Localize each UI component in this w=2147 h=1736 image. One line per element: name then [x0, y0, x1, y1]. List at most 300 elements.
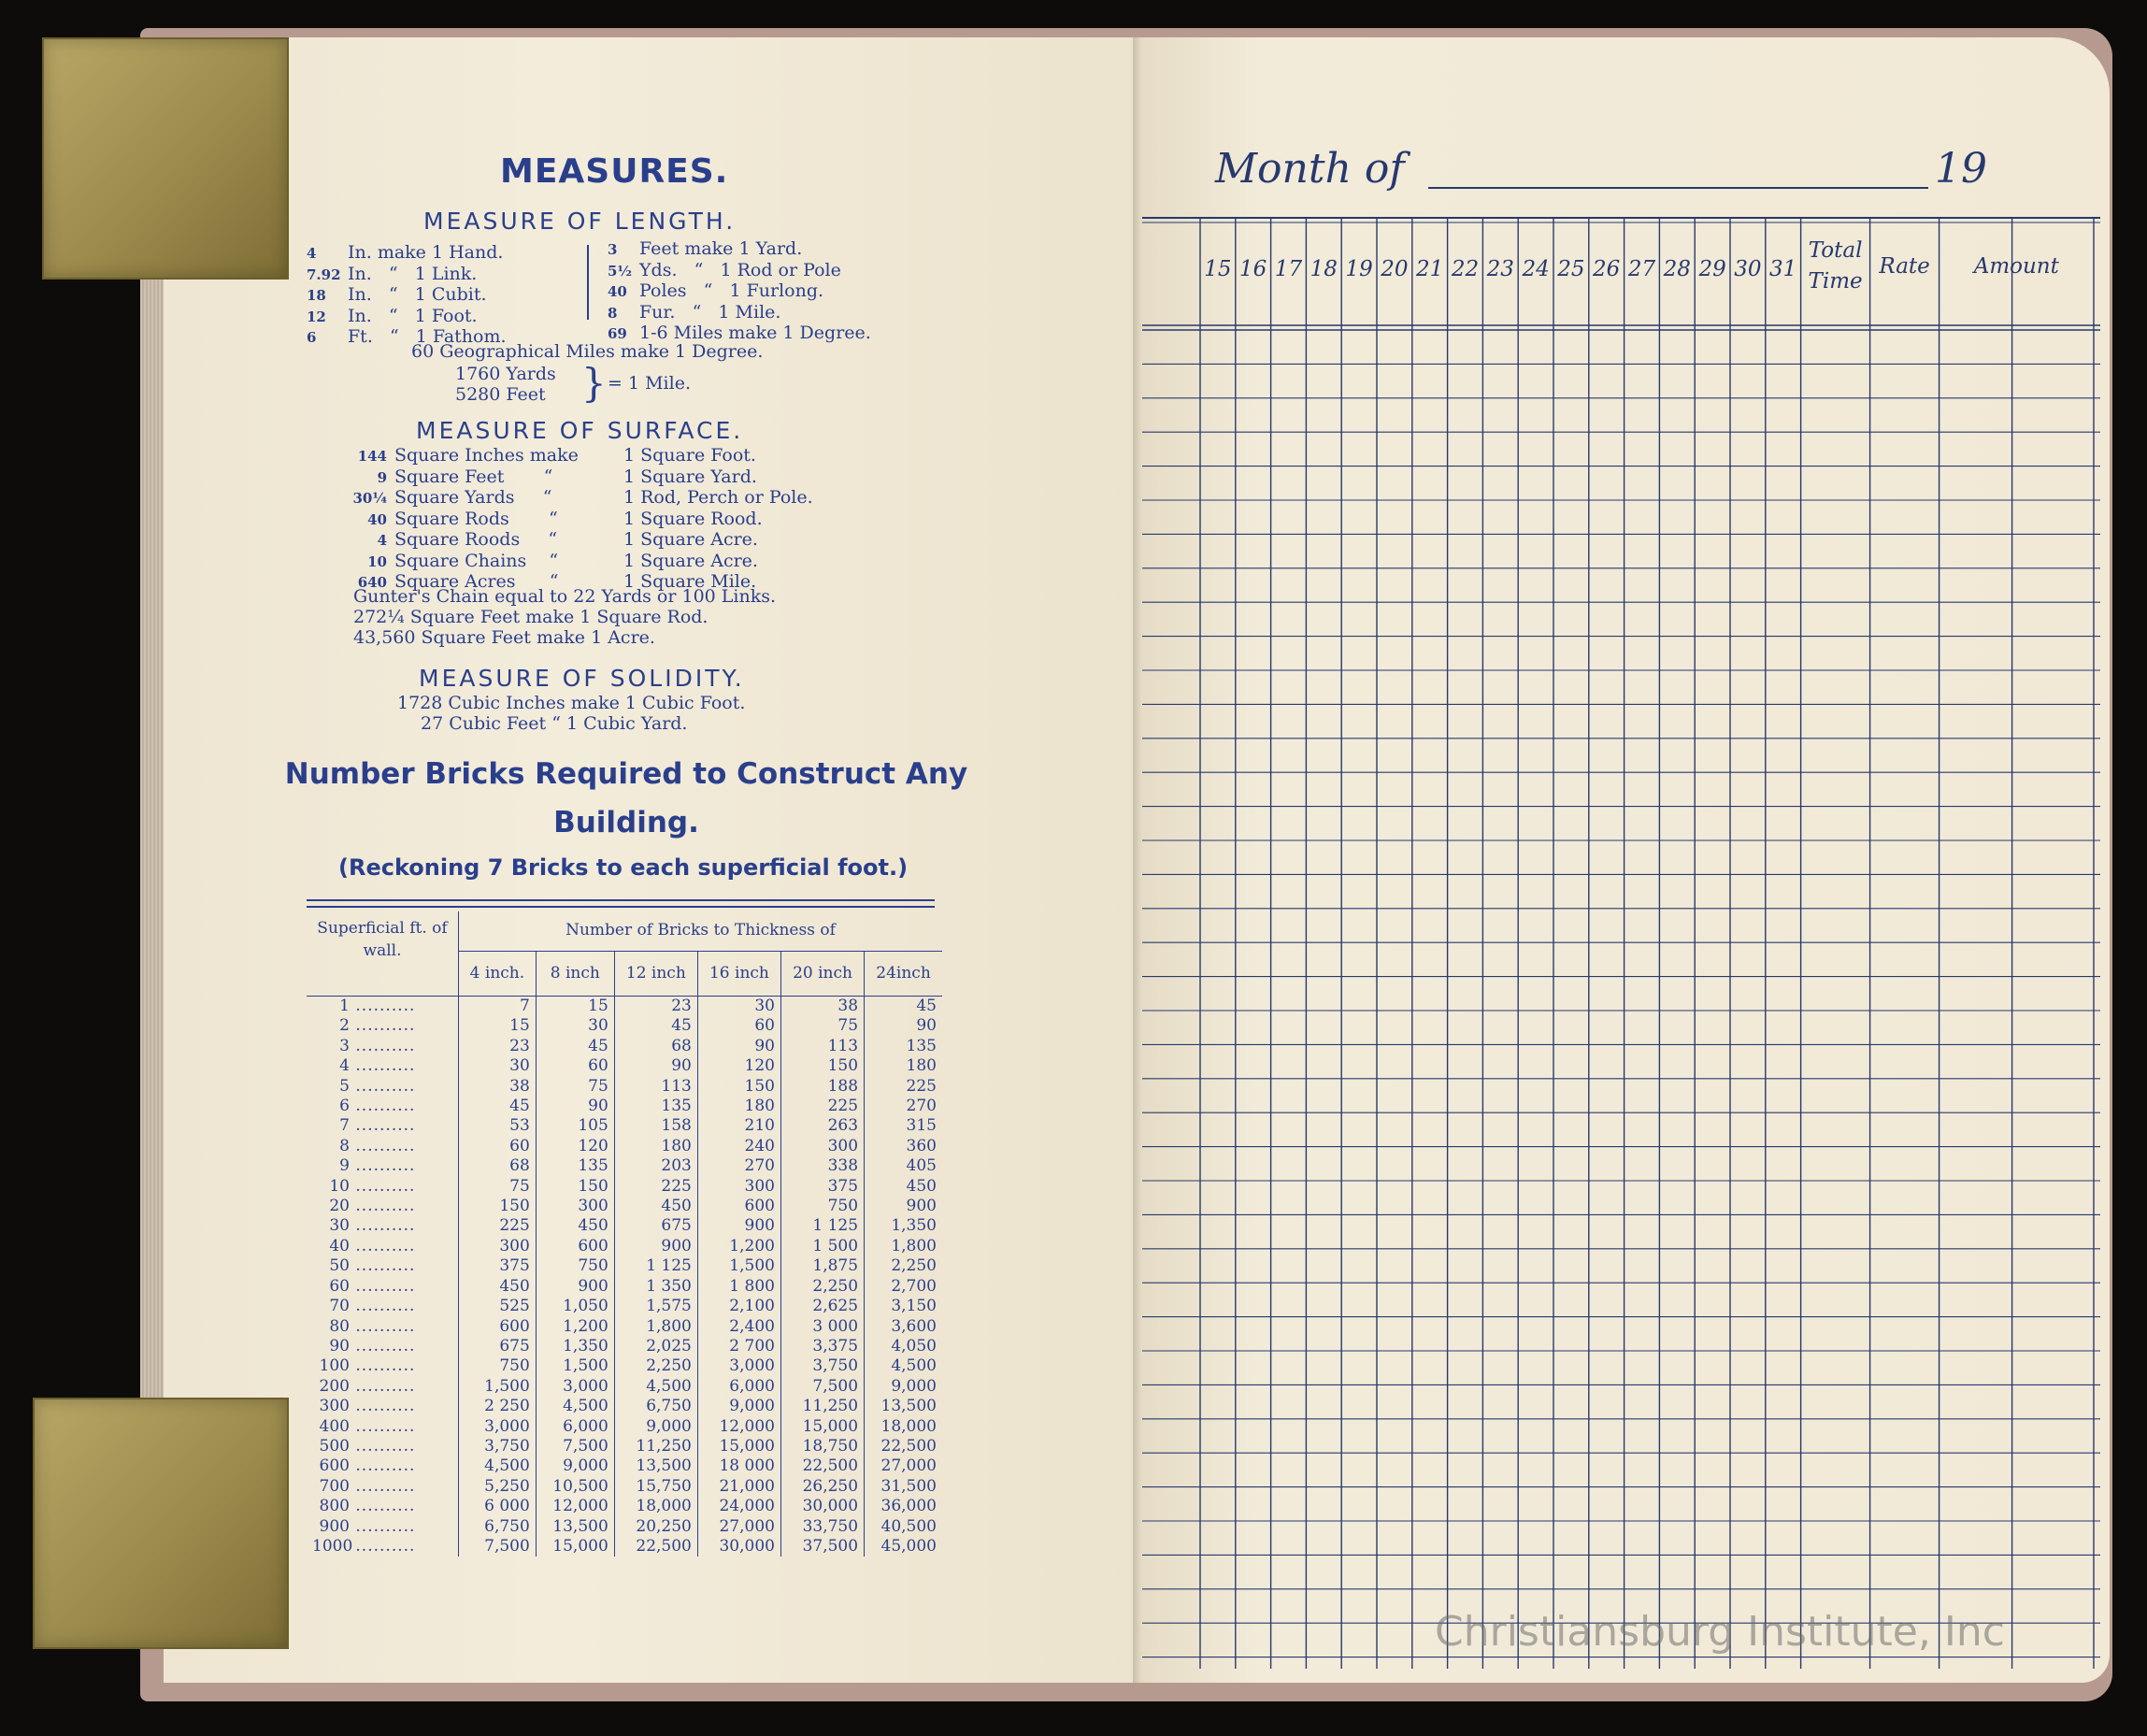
table-cell: 300 [536, 1197, 614, 1216]
table-cell: 338 [780, 1156, 864, 1176]
length-text: Poles “ 1 Furlong. [639, 280, 824, 301]
table-cell: 1,200 [697, 1237, 780, 1256]
table-cell: 30 [459, 1056, 537, 1076]
cubic-foot-line: 1728 Cubic Inches make 1 Cubic Foot. [397, 693, 746, 713]
table-cell: 4,500 [614, 1377, 697, 1397]
row-label [307, 1216, 459, 1236]
table-cell: 750 [536, 1256, 614, 1276]
row-label [307, 1337, 459, 1356]
table-cell: 1,575 [614, 1297, 697, 1316]
table-cell: 3,000 [697, 1356, 780, 1376]
leader-dots: .......... [350, 1016, 416, 1036]
length-value: 69 [608, 325, 627, 342]
length-row [307, 307, 507, 328]
table-row [307, 1456, 942, 1476]
table-cell: 3,750 [459, 1437, 537, 1456]
table-cell: 180 [614, 1137, 697, 1156]
table-cell: 18,000 [865, 1417, 942, 1437]
table-cell: 6,000 [536, 1417, 614, 1437]
table-row [307, 1237, 942, 1256]
table-cell: 1,875 [780, 1256, 864, 1276]
table-cell: 3,000 [459, 1417, 537, 1437]
table-cell: 600 [459, 1317, 537, 1337]
leader-dots: .......... [350, 1336, 416, 1356]
table-cell: 750 [459, 1356, 537, 1376]
length-value: 8 [608, 304, 618, 322]
surface-unit: Square Yards “ [394, 487, 552, 508]
table-cell: 1,350 [865, 1216, 942, 1236]
length-text: In. make 1 Hand. [348, 242, 504, 263]
table-cell: 113 [780, 1037, 864, 1056]
month-label: Month of [1215, 145, 1405, 193]
table-cell: 113 [614, 1077, 697, 1097]
table-row [307, 1116, 942, 1136]
table-cell: 2,625 [780, 1297, 864, 1316]
table-top-rule [307, 899, 935, 908]
table-cell: 270 [865, 1097, 942, 1116]
table-cell: 188 [780, 1077, 864, 1097]
row-label [307, 1056, 459, 1076]
table-row [307, 1537, 942, 1557]
row-label-value: 3 [339, 1036, 350, 1055]
table-cell: 45 [865, 997, 942, 1017]
leader-dots: .......... [350, 1116, 416, 1136]
table-cell: 60 [536, 1056, 614, 1076]
table-cell: 6,000 [697, 1377, 780, 1397]
length-row [608, 281, 871, 303]
table-cell: 3,750 [780, 1356, 864, 1376]
table-row [307, 1197, 942, 1216]
bricks-table [307, 911, 942, 1557]
leader-dots: .......... [350, 1076, 416, 1096]
reckoning-note: (Reckoning 7 Bricks to each superficial foot.) [338, 854, 909, 881]
row-label [307, 1237, 459, 1256]
table-cell: 900 [865, 1197, 942, 1216]
table-cell: 2 700 [697, 1337, 780, 1356]
solidity-heading: MEASURE OF SOLIDITY. [419, 665, 745, 692]
table-cell: 11,250 [780, 1397, 864, 1416]
table-cell: 1,350 [536, 1337, 614, 1356]
length-text: 1-6 Miles make 1 Degree. [639, 323, 871, 343]
length-row [307, 265, 507, 286]
row-label [307, 1116, 459, 1136]
table-cell: 36,000 [865, 1497, 942, 1516]
table-cell: 2,400 [697, 1317, 780, 1337]
day-column-header: 22 [1451, 257, 1480, 281]
table-cell: 375 [459, 1256, 537, 1276]
day-column-header: 26 [1593, 257, 1621, 281]
day-column-header: 25 [1557, 257, 1585, 281]
length-text: In. “ 1 Cubit. [348, 284, 487, 305]
table-row [307, 1056, 942, 1076]
surface-value: 40 [367, 510, 387, 528]
row-label-value: 90 [329, 1336, 350, 1356]
surface-heading: MEASURE OF SURFACE. [416, 417, 744, 444]
table-cell: 22,500 [865, 1437, 942, 1456]
surface-result: 1 Rod, Perch or Pole. [623, 487, 813, 508]
col-header: 8 inch [536, 952, 614, 997]
table-cell: 75 [459, 1177, 537, 1197]
table-cell: 7 [459, 997, 537, 1017]
table-cell: 18 000 [697, 1456, 780, 1476]
length-right-list [608, 239, 871, 345]
surface-result: 1 Square Acre. [623, 550, 758, 571]
day-column-header: 23 [1486, 257, 1514, 281]
table-cell: 45 [459, 1097, 537, 1116]
table-row [307, 1356, 942, 1376]
row-label-value: 200 [319, 1376, 350, 1396]
day-column-header: 21 [1416, 257, 1444, 281]
top-brass-clip [42, 37, 289, 280]
table-cell: 13,500 [614, 1456, 697, 1476]
table-cell: 6,750 [459, 1517, 537, 1537]
table-cell: 1,800 [614, 1317, 697, 1337]
table-cell: 105 [536, 1116, 614, 1136]
row-label-value: 50 [329, 1256, 350, 1276]
surface-row [348, 488, 813, 509]
leader-dots: .......... [350, 1536, 416, 1556]
day-column-header: 16 [1239, 257, 1267, 281]
row-label-value: 800 [319, 1497, 350, 1516]
geo-miles-line: 60 Geographical Miles make 1 Degree. [411, 341, 764, 362]
row-label-value: 2 [339, 1016, 350, 1036]
table-cell: 150 [697, 1077, 780, 1097]
table-cell: 6 000 [459, 1497, 537, 1516]
table-row [307, 1137, 942, 1156]
table-cell: 1,500 [536, 1356, 614, 1376]
table-cell: 1 125 [614, 1256, 697, 1276]
row-label-value: 10 [329, 1176, 350, 1196]
table-row [307, 997, 942, 1017]
row-label-value: 7 [339, 1116, 350, 1136]
table-row [307, 1097, 942, 1116]
surface-result: 1 Square Foot. [623, 445, 756, 466]
surface-row [348, 467, 813, 489]
length-row [608, 239, 871, 261]
surface-row [348, 446, 813, 467]
surface-result: 1 Square Yard. [623, 466, 757, 487]
leader-dots: .......... [350, 1136, 416, 1155]
bricks-title [280, 750, 972, 847]
row-label-value: 70 [329, 1297, 350, 1316]
table-cell: 1,200 [536, 1317, 614, 1337]
table-cell: 26,250 [780, 1477, 864, 1497]
watermark: Christiansburg Institute, Inc [1435, 1608, 2005, 1656]
month-blank-line[interactable] [1428, 187, 1928, 189]
leader-dots: .......... [350, 1197, 416, 1216]
table-cell: 6,750 [614, 1397, 697, 1416]
row-label [307, 1537, 459, 1557]
table-row [307, 1256, 942, 1276]
table-cell: 68 [459, 1156, 537, 1176]
amount-header: Amount [1973, 254, 2059, 279]
table-cell: 675 [614, 1216, 697, 1236]
mile-equals: = 1 Mile. [608, 373, 691, 394]
row-label-value: 6 [339, 1097, 350, 1116]
table-cell: 68 [614, 1037, 697, 1056]
table-cell: 75 [536, 1077, 614, 1097]
row-label [307, 997, 459, 1017]
length-text: In. “ 1 Link. [348, 263, 478, 284]
table-cell: 37,500 [780, 1537, 864, 1557]
acre-line: 43,560 Square Feet make 1 Acre. [353, 627, 655, 648]
table-cell: 22,500 [780, 1456, 864, 1476]
leader-dots: .......... [350, 1436, 416, 1456]
table-cell: 300 [459, 1237, 537, 1256]
table-cell: 27,000 [697, 1517, 780, 1537]
table-cell: 1,050 [536, 1297, 614, 1316]
table-cell: 30,000 [780, 1497, 864, 1516]
row-label-value: 20 [329, 1197, 350, 1216]
table-cell: 23 [614, 997, 697, 1017]
length-row [307, 243, 507, 265]
table-cell: 30,000 [697, 1537, 780, 1557]
day-column-header: 29 [1698, 257, 1726, 281]
row-label-value: 1000 [312, 1536, 353, 1556]
table-cell: 22,500 [614, 1537, 697, 1557]
table-cell: 225 [459, 1216, 537, 1236]
table-cell: 450 [614, 1197, 697, 1216]
table-cell: 158 [614, 1116, 697, 1136]
day-column-header: 27 [1627, 257, 1656, 281]
table-cell: 3,000 [536, 1377, 614, 1397]
table-cell: 120 [697, 1056, 780, 1076]
row-label [307, 1297, 459, 1316]
day-column-header: 20 [1381, 257, 1409, 281]
ledger-grid[interactable] [1142, 215, 2100, 1669]
table-cell: 210 [697, 1116, 780, 1136]
table-cell: 7,500 [536, 1437, 614, 1456]
table-cell: 750 [780, 1197, 864, 1216]
length-divider [587, 245, 589, 320]
table-cell: 150 [780, 1056, 864, 1076]
surface-unit: Square Chains “ [394, 550, 559, 571]
length-text: In. “ 1 Foot. [348, 305, 478, 326]
table-row [307, 1497, 942, 1516]
table-cell: 300 [697, 1177, 780, 1197]
time-header: Time [1808, 269, 1863, 294]
bricks-title-line2: Building. [553, 806, 699, 839]
table-cell: 11,250 [614, 1437, 697, 1456]
day-column-header: 24 [1522, 257, 1550, 281]
table-cell: 23 [459, 1037, 537, 1056]
table-cell: 450 [865, 1177, 942, 1197]
table-cell: 30 [697, 997, 780, 1017]
table-cell: 90 [697, 1037, 780, 1056]
row-label-value: 4 [339, 1056, 350, 1076]
table-cell: 3,600 [865, 1317, 942, 1337]
table-row [307, 1037, 942, 1056]
rate-header: Rate [1879, 254, 1930, 279]
table-cell: 15,000 [536, 1537, 614, 1557]
table-cell: 75 [780, 1016, 864, 1036]
table-cell: 9,000 [697, 1397, 780, 1416]
table-cell: 180 [697, 1097, 780, 1116]
table-cell: 225 [614, 1177, 697, 1197]
length-text: Yds. “ 1 Rod or Pole [639, 259, 841, 280]
leader-dots: .......... [350, 1476, 416, 1496]
table-cell: 7,500 [459, 1537, 537, 1557]
surface-result: 1 Square Rood. [623, 508, 763, 529]
day-column-header: 18 [1310, 257, 1338, 281]
leader-dots: .......... [350, 1156, 416, 1176]
table-row [307, 1437, 942, 1456]
table-cell: 525 [459, 1297, 537, 1316]
length-value: 6 [307, 329, 317, 346]
table-cell: 1 500 [780, 1237, 864, 1256]
table-row [307, 1077, 942, 1097]
leader-dots: .......... [350, 997, 416, 1015]
leader-dots: .......... [350, 1256, 416, 1276]
length-value: 40 [608, 283, 627, 300]
table-cell: 1 800 [697, 1277, 780, 1297]
gunter-line: Gunter's Chain equal to 22 Yards or 100 Links. [353, 586, 777, 607]
length-value: 5½ [608, 262, 633, 280]
table-cell: 15 [536, 997, 614, 1017]
table-cell: 21,000 [697, 1477, 780, 1497]
row-label [307, 1456, 459, 1476]
surface-value: 4 [377, 532, 387, 549]
table-row [307, 1477, 942, 1497]
row-label-value: 8 [339, 1136, 350, 1155]
row-label [307, 1097, 459, 1116]
row-label-value: 900 [319, 1516, 350, 1536]
surface-value: 10 [367, 552, 387, 570]
table-cell: 24,000 [697, 1497, 780, 1516]
table-cell: 4,050 [865, 1337, 942, 1356]
brace: } [581, 360, 607, 406]
day-column-header: 28 [1663, 257, 1691, 281]
surface-unit: Square Acres “ [394, 571, 559, 592]
table-cell: 600 [536, 1237, 614, 1256]
length-value: 3 [608, 241, 618, 258]
leader-dots: .......... [350, 1456, 416, 1476]
length-text: Fur. “ 1 Mile. [639, 301, 781, 323]
table-row [307, 1377, 942, 1397]
table-cell: 2,250 [780, 1277, 864, 1297]
bricks-title-line1: Number Bricks Required to Construct Any [284, 757, 968, 791]
table-cell: 1,500 [697, 1256, 780, 1276]
leader-dots: .......... [350, 1516, 416, 1536]
table-row [307, 1177, 942, 1197]
row-label-value: 500 [319, 1436, 350, 1456]
leader-dots: .......... [350, 1276, 416, 1296]
table-row [307, 1297, 942, 1316]
table-row [307, 1517, 942, 1537]
surface-unit: Square Inches make [394, 445, 579, 466]
leader-dots: .......... [350, 1036, 416, 1055]
row-label-value: 400 [319, 1416, 350, 1436]
cubic-yard-line: 27 Cubic Feet “ 1 Cubic Yard. [421, 713, 688, 734]
table-cell: 15,000 [780, 1417, 864, 1437]
leader-dots: .......... [350, 1216, 416, 1236]
surface-row [348, 552, 813, 573]
row-label [307, 1417, 459, 1437]
row-label-value: 300 [319, 1397, 350, 1416]
leader-dots: .......... [350, 1056, 416, 1076]
table-cell: 270 [697, 1156, 780, 1176]
bottom-brass-clip [33, 1398, 289, 1649]
table-cell: 135 [536, 1156, 614, 1176]
leader-dots: .......... [350, 1376, 416, 1396]
length-row [307, 285, 507, 307]
surface-row [348, 530, 813, 552]
col-superficial: Superficial ft. of wall. [307, 911, 459, 997]
leader-dots: .......... [350, 1397, 416, 1416]
table-cell: 600 [697, 1197, 780, 1216]
table-cell: 15,750 [614, 1477, 697, 1497]
col-header: 24inch [865, 952, 942, 997]
table-cell: 135 [865, 1037, 942, 1056]
measures-title: MEASURES. [500, 152, 729, 191]
col-group-header: Number of Bricks to Thickness of [459, 911, 943, 952]
surface-unit: Square Roods “ [394, 529, 558, 550]
table-row [307, 1216, 942, 1236]
row-label-value: 30 [329, 1216, 350, 1236]
table-cell: 45,000 [865, 1537, 942, 1557]
leader-dots: .......... [350, 1176, 416, 1196]
year-prefix: 19 [1935, 145, 1987, 193]
table-cell: 9,000 [614, 1417, 697, 1437]
table-cell: 3,375 [780, 1337, 864, 1356]
length-value: 7.92 [307, 265, 341, 283]
table-cell: 12,000 [697, 1417, 780, 1437]
row-label [307, 1137, 459, 1156]
surface-value: 640 [357, 574, 387, 591]
table-cell: 18,000 [614, 1497, 697, 1516]
row-label-value: 600 [319, 1456, 350, 1476]
surface-list [348, 446, 813, 594]
table-cell: 900 [614, 1237, 697, 1256]
table-cell: 3 000 [780, 1317, 864, 1337]
surface-unit: Square Feet “ [394, 466, 553, 487]
length-value: 18 [307, 287, 326, 304]
table-cell: 120 [536, 1137, 614, 1156]
leader-dots: .......... [350, 1416, 416, 1436]
table-cell: 203 [614, 1156, 697, 1176]
table-cell: 360 [865, 1137, 942, 1156]
table-row [307, 1417, 942, 1437]
col-header: 16 inch [697, 952, 780, 997]
length-left-list [307, 243, 507, 349]
row-label-value: 80 [329, 1316, 350, 1336]
table-cell: 263 [780, 1116, 864, 1136]
table-row [307, 1397, 942, 1416]
table-cell: 450 [536, 1216, 614, 1236]
table-row [307, 1156, 942, 1176]
row-label-value: 700 [319, 1476, 350, 1496]
day-column-header: 15 [1204, 257, 1232, 281]
table-cell: 40,500 [865, 1517, 942, 1537]
day-column-header: 19 [1345, 257, 1373, 281]
length-heading: MEASURE OF LENGTH. [423, 208, 737, 235]
row-label [307, 1177, 459, 1197]
row-label-value: 9 [339, 1156, 350, 1176]
table-row [307, 1317, 942, 1337]
row-label [307, 1437, 459, 1456]
table-cell: 315 [865, 1116, 942, 1136]
surface-unit: Square Rods “ [394, 508, 558, 529]
table-cell: 2 250 [459, 1397, 537, 1416]
col-header: 4 inch. [459, 952, 537, 997]
table-cell: 60 [697, 1016, 780, 1036]
total-header: Total [1808, 238, 1863, 263]
surface-value: 9 [377, 468, 387, 486]
table-cell: 900 [536, 1277, 614, 1297]
row-label [307, 1517, 459, 1537]
table-cell: 1,800 [865, 1237, 942, 1256]
row-label [307, 1497, 459, 1516]
